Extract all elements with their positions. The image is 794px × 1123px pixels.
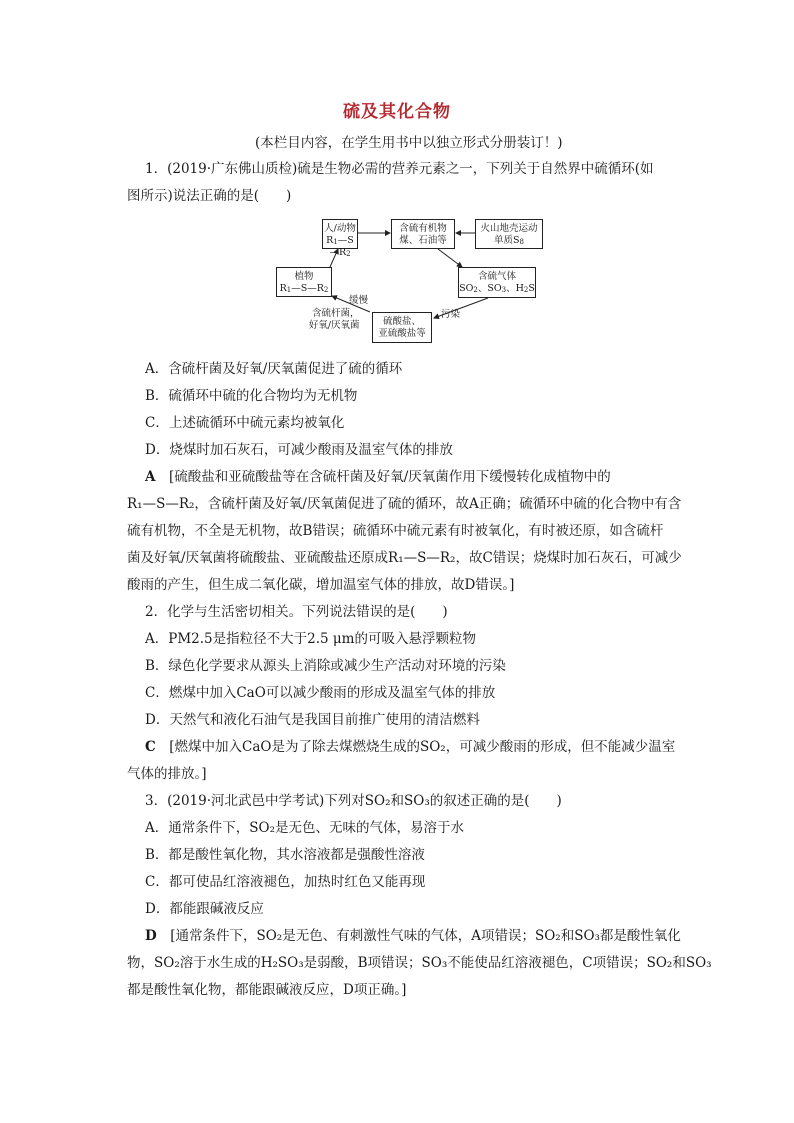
q3-option-d: D．都能跟碱液反应 — [145, 901, 264, 917]
box-plant: 植物 R1—S—R2 — [276, 267, 332, 297]
box-sulfur-gases: 含硫气体 SO2、SO3、H2S — [458, 267, 536, 298]
q2-option-d: D．天然气和液化石油气是我国目前推广使用的清洁燃料 — [145, 712, 480, 728]
box-plant-label: 植物 — [294, 271, 314, 282]
box-sulfur-gases-label: 含硫气体 — [477, 271, 516, 282]
q1-option-c: C．上述硫循环中硫元素均被氧化 — [145, 415, 345, 431]
q1-stem-line-2: 图所示)说法正确的是( ) — [127, 188, 292, 204]
arrow-organic-to-gas — [438, 249, 462, 267]
q2-stem: 2．化学与生活密切相关。下列说法错误的是( ) — [145, 604, 448, 620]
sulfur-cycle-diagram — [270, 214, 600, 349]
q3-option-b: B．都是酸性氧化物，其水溶液都是强酸性溶液 — [145, 847, 425, 863]
q2-option-a: A．PM2.5是指粒径不大于2.5 μm的可吸入悬浮颗粒物 — [145, 631, 476, 647]
q3-explanation-line-2: 物，SO₂溶于水生成的H₂SO₃是弱酸，B项错误；SO₃不能使品红溶液褪色，C项错误；SO₂和SO₃ — [127, 955, 712, 971]
q1-option-d: D．烧煤时加石灰石，可减少酸雨及温室气体的排放 — [145, 442, 453, 458]
box-volcano: 火山地壳运动 单质S8 — [475, 219, 543, 249]
q1-explanation-line-1: A [硫酸盐和亚硫酸盐等在含硫杆菌及好氧/厌氧菌作用下缓慢转化成植物中的 — [145, 469, 611, 485]
q1-answer: A — [145, 469, 156, 485]
q3-explanation-line-3: 都是酸性氧化物，都能跟碱液反应，D项正确。] — [127, 982, 407, 998]
box-sulfur-organics — [391, 219, 455, 249]
box-sulfite-label: 亚硫酸盐等 — [378, 328, 426, 339]
q3-option-c: C．都可使品红溶液褪色，加热时红色又能再现 — [145, 874, 426, 890]
q1-option-b: B．硫循环中硫的化合物均为无机物 — [145, 388, 358, 404]
box-sulfate-sulfite — [372, 312, 432, 343]
q2-answer: C — [145, 739, 156, 755]
q3-stem: 3．(2019·河北武邑中学考试)下列对SO₂和SO₃的叙述正确的是( ) — [145, 793, 562, 809]
box-sulfur-organics-examples: 煤、石油等 — [399, 235, 447, 246]
page-title: 硫及其化合物 — [343, 102, 451, 122]
label-pollution: 污染 — [441, 309, 461, 320]
box-volcano-label: 火山地壳运动 — [480, 223, 538, 234]
q1-explanation-line-2: R₁—S—R₂，含硫杆菌及好氧/厌氧菌促进了硫的循环，故A正确；硫循环中硫的化合物中有含 — [127, 496, 682, 512]
q3-answer: D — [145, 928, 157, 944]
q1-explanation-line-4: 菌及好氧/厌氧菌将硫酸盐、亚硫酸盐还原成R₁—S—R₂，故C错误；烧煤时加石灰石，可减少 — [127, 550, 682, 566]
box-human-animal: 人/动物 R1—S—R2 — [322, 219, 358, 249]
box-sulfur-organics-label: 含硫有机物 — [399, 223, 447, 234]
page-subtitle: (本栏目内容，在学生用书中以独立形式分册装订！) — [255, 135, 563, 151]
q3-option-a: A．通常条件下，SO₂是无色、无味的气体，易溶于水 — [145, 820, 464, 836]
label-slow: 缓慢 — [349, 295, 369, 306]
box-human-animal-label: 人/动物 — [324, 223, 356, 234]
q2-option-c: C．燃煤中加入CaO可以减少酸雨的形成及温室气体的排放 — [145, 685, 496, 701]
q1-option-a: A．含硫杆菌及好氧/厌氧菌促进了硫的循环 — [145, 361, 403, 377]
q2-option-b: B．绿色化学要求从源头上消除或减少生产活动对环境的污染 — [145, 658, 506, 674]
box-sulfate-label: 硫酸盐、 — [382, 316, 421, 327]
q1-explanation-line-3: 硫有机物，不全是无机物，故B错误；硫循环中硫元素有时被氧化，有时被还原，如含硫杆 — [127, 523, 664, 539]
q1-stem-line-1: 1．(2019·广东佛山质检)硫是生物必需的营养元素之一，下列关于自然界中硫循环(如 — [145, 161, 654, 177]
q2-explanation-line-2: 气体的排放。] — [127, 766, 207, 782]
q3-explanation-line-1: D [通常条件下，SO₂是无色、有刺激性气味的气体，A项错误；SO₂和SO₃都是酸性氧化 — [145, 928, 681, 944]
label-bacteria: 含硫杆菌， 好氧/厌氧菌 — [308, 308, 360, 331]
q1-explanation-line-5: 酸雨的产生，但生成二氧化碳，增加温室气体的排放，故D错误。] — [127, 577, 515, 593]
q2-explanation-line-1: C [燃煤中加入CaO是为了除去煤燃烧生成的SO₂，可减少酸雨的形成，但不能减少温室 — [145, 739, 676, 755]
